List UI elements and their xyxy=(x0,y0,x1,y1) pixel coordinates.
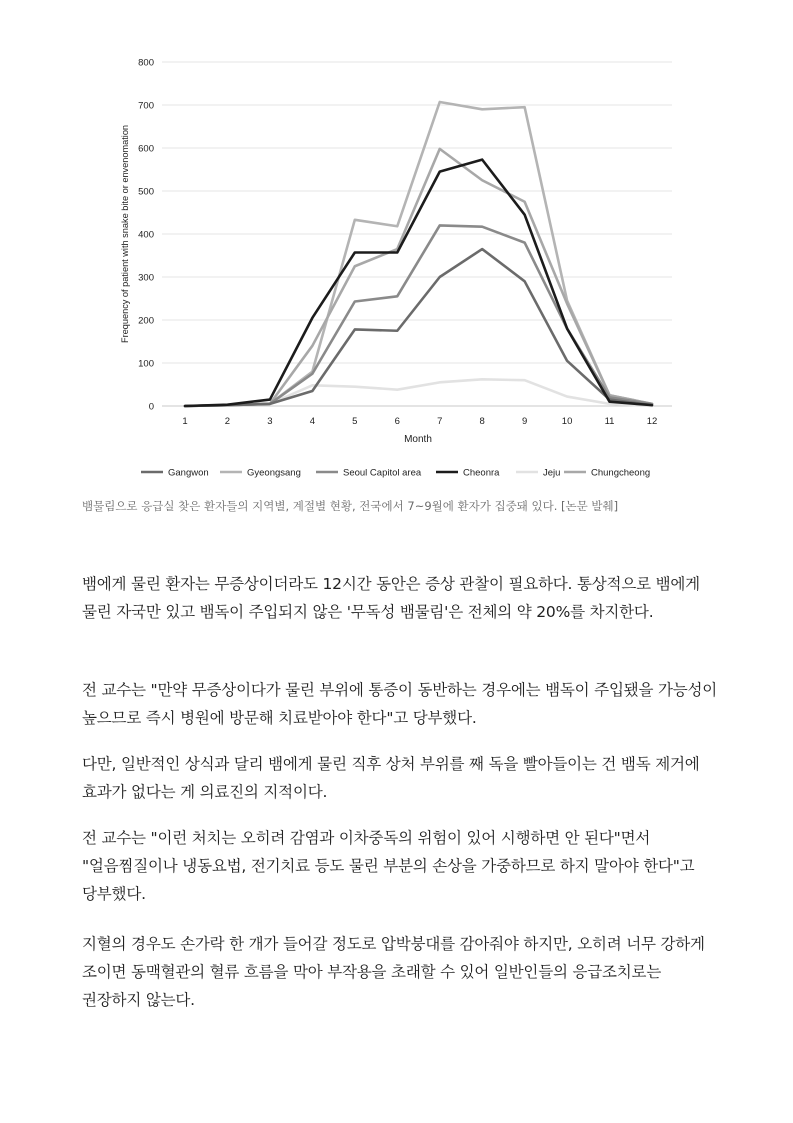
x-tick-label: 2 xyxy=(224,416,231,427)
y-tick-label: 600 xyxy=(138,143,154,155)
x-axis-label: Month xyxy=(404,434,432,445)
x-tick-label: 11 xyxy=(604,416,615,427)
x-tick-label: 6 xyxy=(394,416,400,427)
x-tick-label: 5 xyxy=(352,416,358,427)
legend-label: Gangwon xyxy=(168,467,209,479)
legend-label: Gyeongsang xyxy=(247,467,301,479)
y-axis-label: Frequency of patient with snake bite or envenomation xyxy=(120,124,130,344)
y-tick-label: 700 xyxy=(138,100,154,112)
legend-label: Seoul Capitol area xyxy=(343,467,422,479)
y-tick-label: 300 xyxy=(138,272,154,284)
x-tick-label: 4 xyxy=(309,416,316,427)
article-paragraph-4: 전 교수는 "이런 처치는 오히려 감염과 이차중독의 위험이 있어 시행하면 안 된다"면서 "얼음찜질이나 냉동요법, 전기치료 등도 물린 부분의 손상을 가중하므로 하지 말아야 한다"고 당부했다. xyxy=(82,829,695,903)
figure-caption: 뱀물림으로 응급실 찾은 환자들의 지역별, 계절별 현황, 전국에서 7~9월에 환자가 집중돼 있다. [논문 발췌] xyxy=(82,499,619,513)
y-tick-label: 500 xyxy=(138,186,154,198)
x-tick-label: 9 xyxy=(521,416,528,427)
x-tick-label: 10 xyxy=(561,416,573,427)
article-paragraph-5: 지혈의 경우도 손가락 한 개가 들어갈 정도로 압박붕대를 감아줘야 하지만, 오히려 너무 강하게 조이면 동맥혈관의 혈류 흐름을 막아 부작용을 초래할 수 있어 일반인들의 응급조치로는 권장하지 않는다. xyxy=(82,935,705,1009)
legend-label: Jeju xyxy=(543,467,561,479)
y-tick-label: 100 xyxy=(138,358,154,370)
y-tick-label: 800 xyxy=(138,57,154,69)
legend-label: Chungcheong xyxy=(591,467,651,479)
y-tick-label: 0 xyxy=(148,401,154,413)
chart-legend xyxy=(141,468,650,479)
x-tick-label: 7 xyxy=(437,416,443,427)
x-axis-ticks xyxy=(182,416,657,427)
series-line-gangwon xyxy=(185,249,652,406)
x-tick-label: 1 xyxy=(182,416,188,427)
article-paragraph-2: 전 교수는 "만약 무증상이다가 물린 부위에 통증이 동반하는 경우에는 뱀독이 주입됐을 가능성이 높으므로 즉시 병원에 방문해 치료받아야 한다"고 당부했다. xyxy=(82,681,718,727)
snakebite-line-chart xyxy=(0,0,793,495)
legend-label: Cheonra xyxy=(463,467,500,479)
x-tick-label: 12 xyxy=(646,416,658,427)
y-axis-ticks xyxy=(138,58,154,413)
x-tick-label: 3 xyxy=(267,416,273,427)
article-paragraph-3: 다만, 일반적인 상식과 달리 뱀에게 물린 직후 상처 부위를 째 독을 빨아들이는 건 뱀독 제거에 효과가 없다는 게 의료진의 지적이다. xyxy=(82,755,700,801)
article-paragraph-1: 뱀에게 물린 환자는 무증상이더라도 12시간 동안은 증상 관찰이 필요하다. 통상적으로 뱀에게 물린 자국만 있고 뱀독이 주입되지 않은 '무독성 뱀물림'은 전체의 약 20%를 차지한다. xyxy=(82,575,700,621)
series-line-seoul-capitol-area xyxy=(185,225,652,406)
y-tick-label: 200 xyxy=(138,315,154,327)
chart-gridlines xyxy=(162,62,672,406)
y-tick-label: 400 xyxy=(138,229,154,241)
x-tick-label: 8 xyxy=(479,416,485,427)
